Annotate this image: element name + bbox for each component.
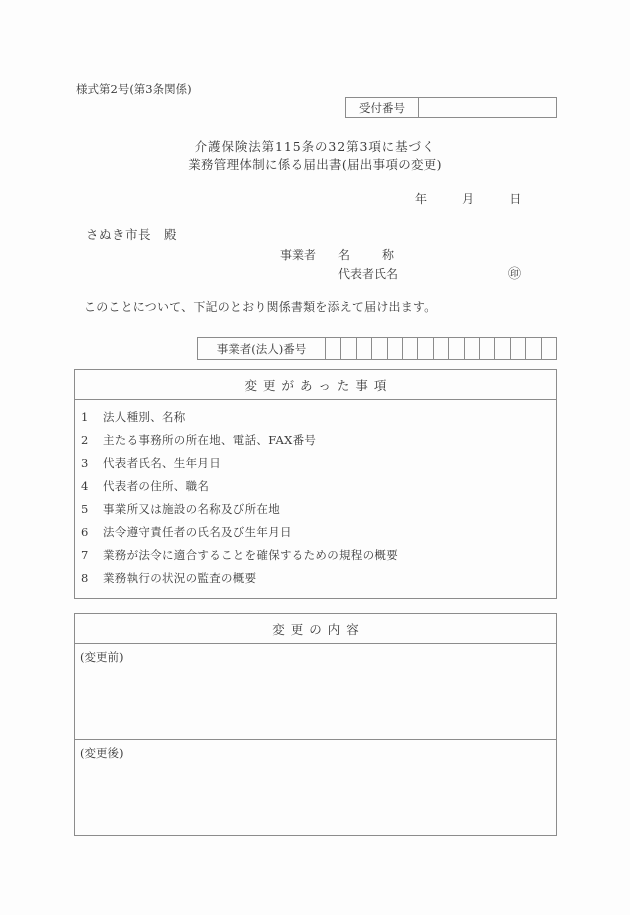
change-before-label: (変更前) [80,650,124,664]
applicant-representative-row [280,265,550,284]
corporate-number-cells [326,338,556,359]
change-content-table [74,613,557,836]
representative-name-label: 代表者氏名 [338,267,399,281]
corporate-number-cell[interactable] [449,338,464,359]
changed-item-label: 代表者氏名、生年月日 [103,456,221,470]
page-title-line-1: 介護保険法第115条の32第3項に基づく [194,139,436,154]
corporate-number-cell[interactable] [434,338,449,359]
name-label-first: 名 [338,248,351,262]
changed-item-number: 5 [81,502,89,516]
change-after-field[interactable] [75,740,556,835]
date-day-label: 日 [509,192,522,206]
date-year-label: 年 [415,192,428,206]
applicant-block [280,246,550,284]
date-line [415,190,522,207]
changed-item-number: 8 [81,571,89,585]
changed-item-number: 4 [81,479,89,493]
corporate-number-cell[interactable] [341,338,356,359]
corporate-number-cell[interactable] [357,338,372,359]
corporate-number-row [197,337,557,360]
corporate-number-cell[interactable] [511,338,526,359]
operator-label: 事業者 [280,248,317,262]
form-number-label: 様式第2号(第3条関係) [76,82,192,96]
date-month-label: 月 [462,192,475,206]
receipt-number-label: 受付番号 [346,98,419,117]
changed-item-label: 代表者の住所、職名 [103,479,210,493]
corporate-number-cell[interactable] [542,338,556,359]
changed-item-number: 2 [81,433,89,447]
changed-item-number: 1 [81,410,89,424]
receipt-number-field[interactable] [419,98,556,117]
changed-item-label: 法令遵守責任者の氏名及び生年月日 [103,525,292,539]
changed-item-number: 3 [81,456,89,470]
changed-item-row [75,521,556,544]
changed-item-row [75,406,556,429]
changed-item-label: 業務執行の状況の監査の概要 [103,571,257,585]
changed-item-number: 7 [81,548,89,562]
changed-item-row [75,429,556,452]
corporate-number-cell[interactable] [495,338,510,359]
changed-items-header: 変更があった事項 [75,370,556,400]
applicant-name-row [280,246,550,265]
corporate-number-label: 事業者(法人)番号 [198,338,326,359]
changed-item-label: 事業所又は施設の名称及び所在地 [103,502,280,516]
corporate-number-cell[interactable] [326,338,341,359]
changed-items-table [74,369,557,599]
changed-item-number: 6 [81,525,89,539]
receipt-number-box [345,97,557,118]
corporate-number-cell[interactable] [465,338,480,359]
lead-sentence: このことについて、下記のとおり関係書類を添えて届け出ます。 [84,300,437,314]
changed-item-row [75,567,556,590]
corporate-number-cell[interactable] [418,338,433,359]
corporate-number-cell[interactable] [403,338,418,359]
corporate-number-cell[interactable] [526,338,541,359]
changed-item-row [75,475,556,498]
page-title-line-2: 業務管理体制に係る届出書(届出事項の変更) [188,157,442,172]
changed-item-row [75,452,556,475]
changed-item-label: 主たる事務所の所在地、電話、FAX番号 [103,433,317,447]
change-content-header: 変更の内容 [75,614,556,644]
corporate-number-cell[interactable] [388,338,403,359]
change-after-label: (変更後) [80,746,124,760]
name-label-second: 称 [382,248,395,262]
corporate-number-cell[interactable] [372,338,387,359]
changed-item-row [75,544,556,567]
page-title [0,138,630,174]
changed-item-label: 法人種別、名称 [103,410,186,424]
changed-item-label: 業務が法令に適合することを確保するための規程の概要 [103,548,398,562]
seal-icon: ㊞ [508,267,522,282]
change-before-field[interactable] [75,644,556,740]
corporate-number-cell[interactable] [480,338,495,359]
changed-items-list [75,400,556,598]
addressee-label: さぬき市長 殿 [86,227,178,242]
changed-item-row [75,498,556,521]
